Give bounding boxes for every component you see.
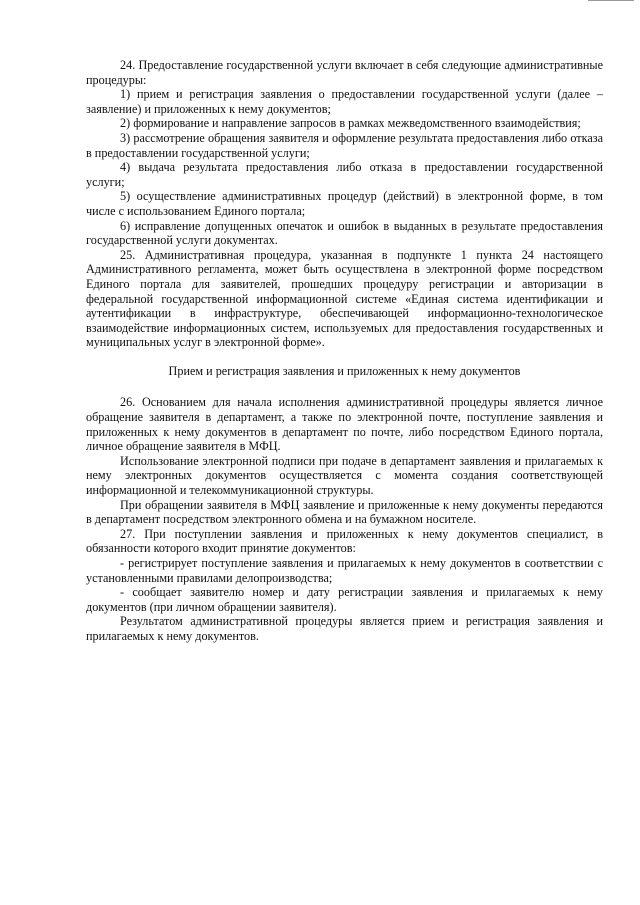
paragraph-26-signature: Использование электронной подписи при подаче в департамент заявления и прилагаемых к нему электронных документов осуществляется с момента создания соответствующей информационной и телекоммуникационной структуры. bbox=[86, 453, 603, 498]
page-edge-mark bbox=[588, 0, 634, 3]
procedure-item-2: 2) формирование и направление запросов в рамках межведомственного взаимодействия; bbox=[120, 116, 581, 131]
paragraph-27-item-a: - регистрирует поступление заявления и прилагаемых к нему документов в соответствии с установленными правилами делопроизводства; bbox=[86, 556, 603, 585]
paragraph-27: 27. При поступлении заявления и приложенных к нему документов специалист, в обязанности которого входит принятие документов: bbox=[86, 526, 603, 556]
paragraph-24: 24. Предоставление государственной услуги включает в себя следующие административные процедуры: bbox=[86, 58, 603, 87]
procedure-item-3: 3) рассмотрение обращения заявителя и оформление результата предоставления либо отказа в предоставлении государственной услуги; bbox=[86, 130, 603, 160]
paragraph-27-item-b: - сообщает заявителю номер и дату регистрации заявления и прилагаемых к нему документов (при личном обращении заявителя). bbox=[86, 585, 603, 614]
procedure-item-4: 4) выдача результата предоставления либо отказа в предоставлении государственной услуги; bbox=[86, 160, 603, 189]
document-page bbox=[86, 58, 603, 644]
result-paragraph: Результатом административной процедуры является прием и регистрация заявления и прилагаемых к нему документов. bbox=[86, 614, 603, 643]
procedure-item-5: 5) осуществление административных процедур (действий) в электронной форме, в том числе с использованием Единого портала; bbox=[86, 189, 603, 218]
procedure-item-6: 6) исправление допущенных опечаток и ошибок в выданных в результате предоставления государственной услуги документах. bbox=[86, 218, 603, 248]
paragraph-25: 25. Административная процедура, указанная в подпункте 1 пункта 24 настоящего Административного регламента, может быть осуществлена в электронной форме посредством Единого портала для заявителей, прошедших процедуру регистрации и авторизации в федеральной государственной информационной системе «Единая система идентификации и аутентификации в инфраструктуре, обеспечивающей информационно-технологическое взаимодействие информационных систем, используемых для предоставления государственных и муниципальных услуг в электронной форме». bbox=[86, 247, 603, 350]
section-heading: Прием и регистрация заявления и приложенных к нему документов bbox=[168, 363, 521, 378]
procedure-item-1: 1) прием и регистрация заявления о предоставлении государственной услуги (далее – заявление) и приложенных к нему документов; bbox=[86, 87, 603, 116]
paragraph-26-mfc: При обращении заявителя в МФЦ заявление и приложенные к нему документы передаются в департамент посредством электронного обмена и на бумажном носителе. bbox=[86, 497, 603, 527]
paragraph-26: 26. Основанием для начала исполнения административной процедуры является личное обращение заявителя в департамент, а также по электронной почте, поступление заявления и приложенных к нему документов в департамент по почте, либо посредством Единого портала, личное обращение заявителя в МФЦ. bbox=[86, 395, 603, 454]
